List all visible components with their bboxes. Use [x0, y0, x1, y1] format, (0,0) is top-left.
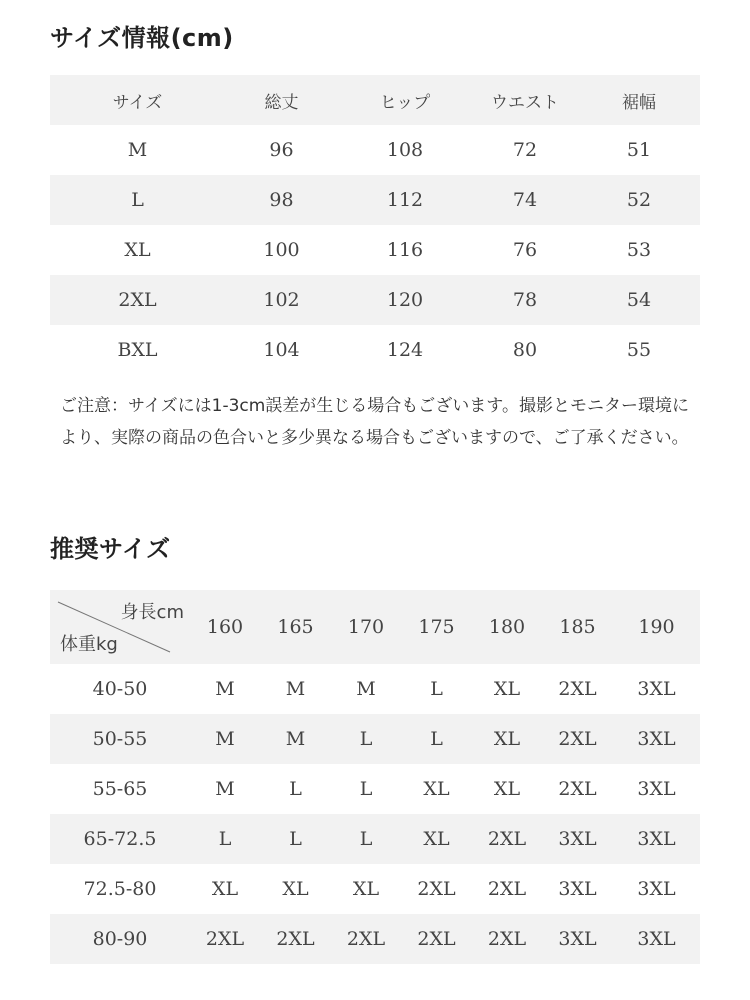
recommend-header-row	[50, 590, 700, 664]
height-header-cell: 180	[472, 590, 542, 664]
recommended-size-cell: M	[215, 678, 235, 700]
size-header-cell: 裾幅	[578, 75, 700, 125]
size-cell: 124	[386, 339, 424, 361]
size-row	[50, 325, 700, 375]
height-axis-label: 身長cm	[120, 602, 184, 623]
recommended-size-cell: M	[215, 778, 235, 800]
recommended-size-cell: 2XL	[331, 914, 401, 964]
recommended-size-cell: 2XL	[487, 878, 527, 900]
recommended-size-cell: 2XL	[472, 814, 542, 864]
height-header-cell: 160	[190, 590, 260, 664]
recommended-size-cell: M	[285, 678, 306, 700]
recommended-size-cell: 2XL	[472, 914, 542, 964]
size-cell: XL	[124, 239, 151, 261]
recommended-size-cell: 3XL	[542, 914, 613, 964]
size-header-row	[50, 75, 700, 125]
recommended-size-cell: 2XL	[417, 878, 456, 900]
size-cell: 51	[626, 139, 652, 161]
recommended-size-cell: M	[356, 678, 376, 700]
recommended-size-cell: 3XL	[637, 878, 676, 900]
size-cell: 72	[512, 139, 538, 161]
recommended-size-cell: 3XL	[637, 678, 676, 700]
recommended-size-cell: L	[331, 714, 401, 764]
size-header-cell: サイズ	[50, 75, 225, 125]
size-cell: 80	[512, 339, 538, 361]
recommend-row	[50, 864, 700, 914]
size-cell: 54	[578, 275, 700, 325]
size-cell: 108	[386, 139, 424, 161]
recommended-size-cell: 2XL	[190, 914, 260, 964]
weight-cell: 50-55	[50, 714, 190, 764]
size-row	[50, 175, 700, 225]
recommended-size-cell: XL	[493, 678, 521, 700]
recommended-size-cell: 3XL	[542, 814, 613, 864]
size-cell: 52	[578, 175, 700, 225]
recommended-size-cell: 2XL	[260, 914, 331, 964]
size-header-cell: ウエスト	[472, 75, 578, 125]
recommended-size-cell: XL	[472, 714, 542, 764]
size-info-title: サイズ情報(cm)	[50, 24, 234, 52]
recommended-size-cell: L	[190, 814, 260, 864]
size-note: ご注意：サイズには1-3cm誤差が生じる場合もございます。撮影とモニター環境により、実際の商品の色合いと多少異なる場合もございますので、ご了承ください。	[60, 396, 689, 448]
weight-axis-label: 体重kg	[60, 634, 118, 655]
height-header-cell: 165	[260, 590, 331, 664]
recommended-size-cell: XL	[423, 778, 450, 800]
height-header-cell: 185	[542, 590, 613, 664]
size-cell: 76	[512, 239, 538, 261]
recommended-size-cell: 3XL	[613, 814, 700, 864]
recommended-size-cell: 2XL	[558, 778, 597, 800]
recommended-size-cell: 2XL	[542, 714, 613, 764]
size-cell: 98	[225, 175, 338, 225]
size-cell: 78	[472, 275, 578, 325]
recommend-row	[50, 714, 700, 764]
size-cell: L	[50, 175, 225, 225]
weight-cell: 72.5-80	[83, 878, 157, 900]
size-cell: 120	[338, 275, 472, 325]
size-cell: 55	[626, 339, 652, 361]
size-cell: 53	[626, 239, 652, 261]
recommended-size-cell: 2XL	[558, 678, 597, 700]
recommended-size-cell: L	[430, 678, 443, 700]
recommend-row	[50, 664, 700, 714]
recommend-row	[50, 914, 700, 964]
size-cell: 100	[263, 239, 300, 261]
recommended-size-cell: XL	[401, 814, 472, 864]
size-cell: M	[127, 139, 148, 161]
size-cell: 104	[263, 339, 300, 361]
recommended-size-cell: L	[260, 814, 331, 864]
recommended-size-cell: 3XL	[613, 914, 700, 964]
recommended-size-cell: L	[289, 778, 302, 800]
size-cell: 116	[386, 239, 424, 261]
height-header-cell: 170	[331, 590, 401, 664]
height-header-cell: 175	[401, 590, 472, 664]
size-row	[50, 275, 700, 325]
size-cell: 112	[338, 175, 472, 225]
weight-cell: 40-50	[92, 678, 148, 700]
size-row	[50, 125, 700, 175]
recommended-size-cell: L	[331, 814, 401, 864]
recommend-row	[50, 814, 700, 864]
recommended-size-cell: M	[260, 714, 331, 764]
recommended-size-cell: 2XL	[401, 914, 472, 964]
size-cell: 74	[472, 175, 578, 225]
weight-cell: 55-65	[92, 778, 148, 800]
weight-cell: 80-90	[50, 914, 190, 964]
corner-cell	[50, 590, 190, 664]
recommended-size-cell: 3XL	[637, 778, 676, 800]
recommend-row	[50, 764, 700, 814]
recommended-size-cell: XL	[211, 878, 239, 900]
size-cell: 102	[225, 275, 338, 325]
recommended-size-cell: 3XL	[613, 714, 700, 764]
weight-cell: 65-72.5	[50, 814, 190, 864]
size-header-cell: 総丈	[225, 75, 338, 125]
size-cell: 2XL	[50, 275, 225, 325]
size-row	[50, 225, 700, 275]
size-cell: BXL	[117, 339, 158, 361]
recommended-size-cell: L	[359, 778, 373, 800]
recommend-title: 推奨サイズ	[50, 535, 171, 563]
recommended-size-cell: L	[401, 714, 472, 764]
size-info-table	[50, 75, 700, 375]
size-header-cell: ヒップ	[338, 75, 472, 125]
recommend-table	[50, 590, 700, 964]
recommended-size-cell: XL	[493, 778, 521, 800]
recommended-size-cell: XL	[282, 878, 309, 900]
size-cell: 96	[269, 139, 294, 161]
recommended-size-cell: XL	[352, 878, 380, 900]
height-header-cell: 190	[613, 590, 700, 664]
recommended-size-cell: 3XL	[558, 878, 597, 900]
recommended-size-cell: M	[190, 714, 260, 764]
